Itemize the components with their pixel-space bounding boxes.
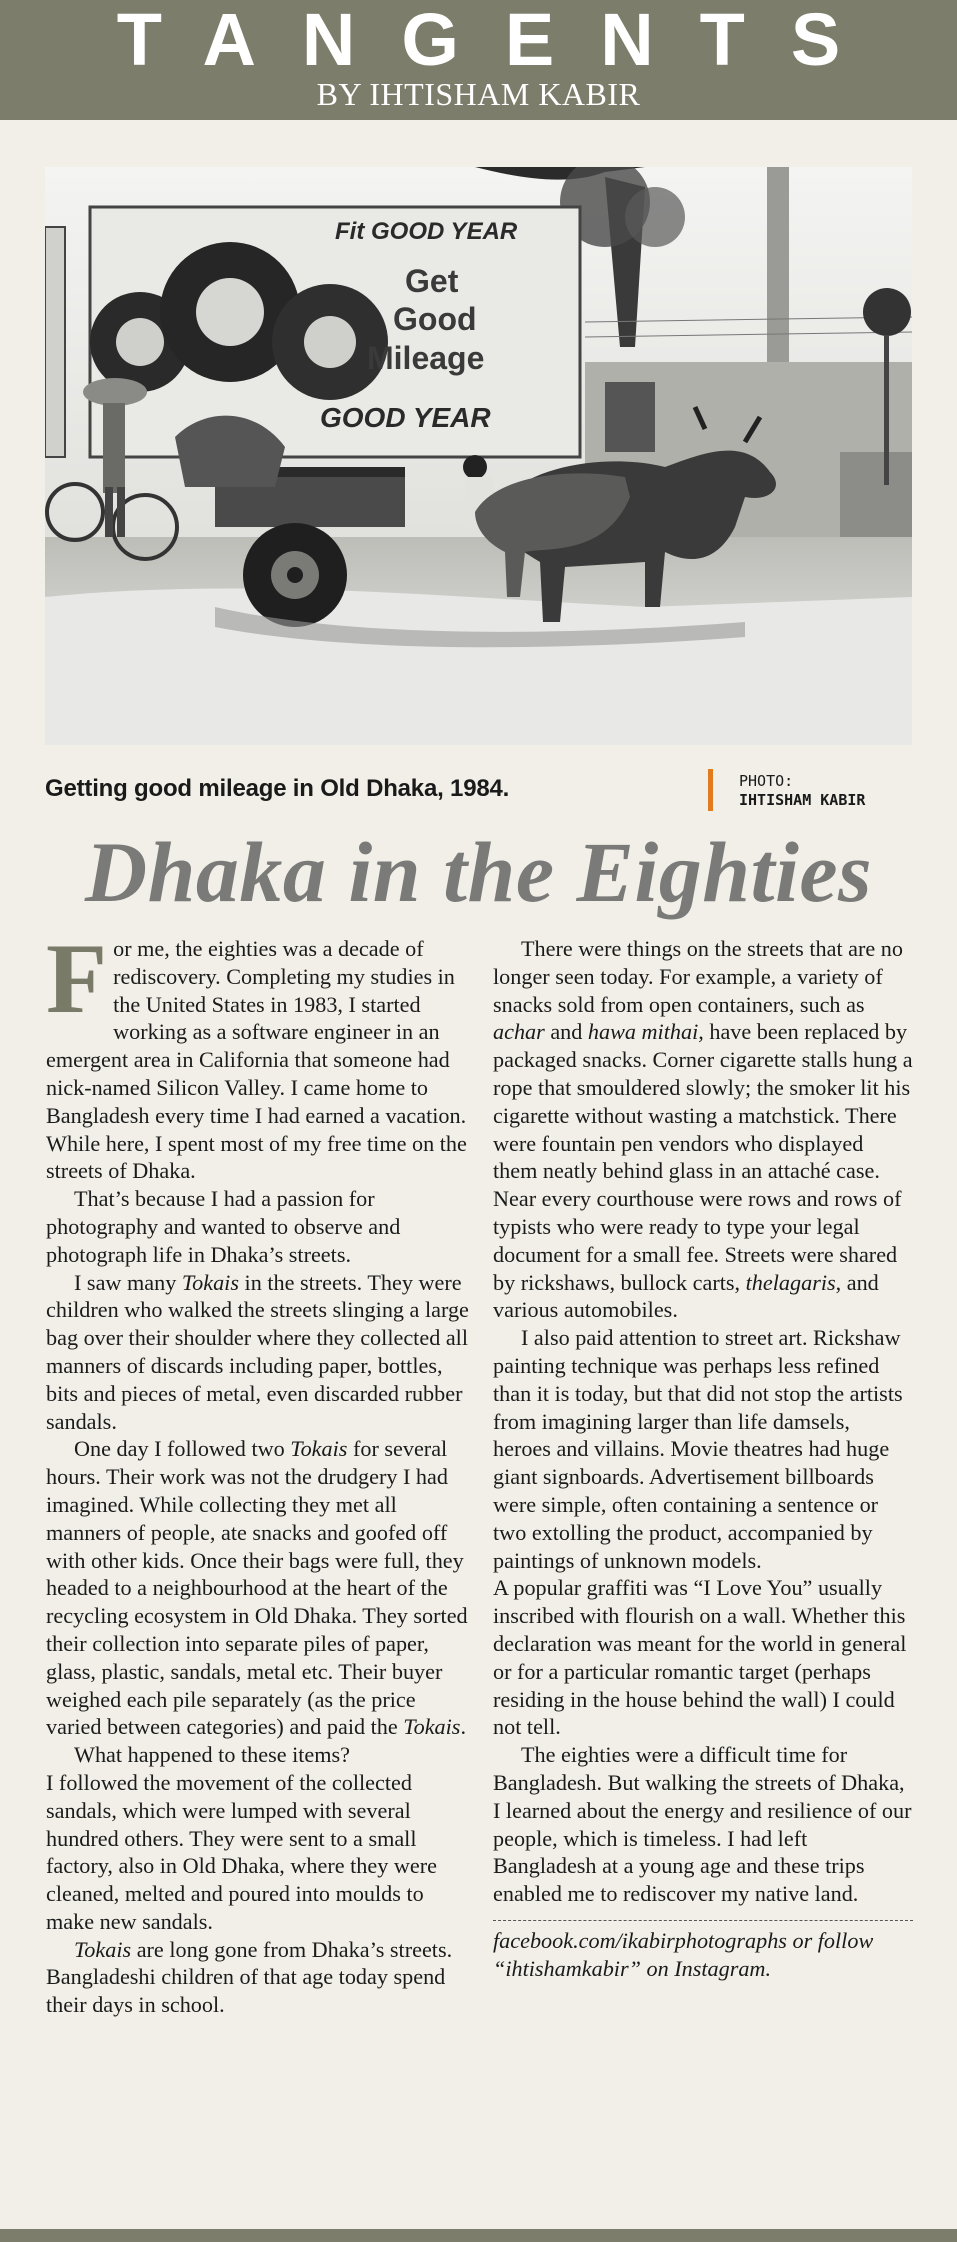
street-photo-illustration	[45, 167, 912, 745]
paragraph-8: I also paid attention to street art. Rickshaw painting technique was perhaps less refined than it is today, but that did not stop the artists from imagining larger than life damsels, heroes and villains. Movie theatres had huge giant signboards. Advertisement billboards were simple, often containing a sentence or two extolling the product, accompanied by paintings of unknown models.	[493, 1325, 903, 1573]
paragraph-4-term-a: Tokais	[290, 1436, 348, 1462]
credit-accent-bar	[708, 769, 713, 811]
paragraph-7	[493, 935, 913, 1324]
paragraph-7-term-b: hawa mithai,	[587, 1019, 704, 1045]
paragraph-1	[46, 923, 476, 1185]
bottom-bar	[0, 2229, 957, 2242]
paragraph-5: I followed the movement of the collected sandals, which were lumped with several hundred others. They were sent to a small factory, also in Old Dhaka, where they were cleaned, melted and poured into moulds to make new sandals.	[46, 1769, 437, 1934]
paragraph-7-text-b: and	[544, 1019, 588, 1045]
paragraph-5-question: What happened to these items?	[74, 1742, 351, 1768]
paragraph-3-term: Tokais	[181, 1269, 239, 1295]
photo-credit-name: IHTISHAM KABIR	[739, 791, 866, 809]
drop-cap: F	[46, 923, 108, 1034]
paragraph-4-term-b: Tokais	[403, 1714, 461, 1740]
paragraph-6-text: are long gone from Dhaka’s streets. Bangladeshi children of that age today spend their days in school.	[46, 1936, 453, 2018]
paragraph-4	[46, 1435, 476, 1741]
paragraph-6	[46, 1936, 476, 2019]
social-footer-note: facebook.com/ikabirphotographs or follow “ihtishamkabir” on Instagram.	[493, 1927, 874, 1981]
paragraph-3	[46, 1269, 476, 1436]
paragraph-9: The eighties were a difficult time for Bangladesh. But walking the streets of Dhaka, I learned about the energy and resilience of our people, which is timeless. I had left Bangladesh at a young age and these trips enabled me to rediscover my native land.	[493, 1742, 912, 1907]
paragraph-7-text-a: There were things on the streets that are no longer seen today. For example, a variety of snacks sold from open containers, such as	[493, 936, 903, 1017]
masthead	[0, 0, 957, 120]
paragraph-2: That’s because I had a passion for photography and wanted to observe and photograph life in Dhaka’s streets.	[46, 1186, 401, 1267]
footer-divider	[493, 1920, 913, 1983]
photo-credit-label: PHOTO:	[739, 772, 794, 790]
photo-credit	[739, 772, 865, 810]
paragraph-3-text-b: in the streets. They were children who walked the streets slinging a large bag over their shoulder where they collected all manners of discards including paper, bottles, bits and pieces of metal, even discarded rubber sandals.	[46, 1269, 469, 1434]
street-photo	[45, 167, 912, 745]
paragraph-4-text-b: for several hours. Their work was not the drudgery I had imagined. While collecting they met all manners of people, ate snacks and goofed off with other kids. Once their bags were full, they headed to a neighbourhood at the heart of the recycling ecosystem in Old Dhaka. They sorted their collection into separate piles of paper, glass, plastic, sandals, metal etc. Their buyer weighed each pile separately (as the price varied between categories) and paid the	[46, 1436, 468, 1740]
article-column-right	[493, 935, 913, 1982]
paragraph-7-text-d: , and various automobiles.	[493, 1269, 879, 1323]
paragraph-1-text: or me, the eighties was a decade of rediscovery. Completing my studies in the United States in 1983, I started working as a software engineer in an emergent area in California that someone had nick-named Silicon Valley. I came home to Bangladesh every time I had earned a vacation. While here, I spent most of my free time on the streets of Dhaka.	[46, 936, 467, 1184]
paragraph-7-term-a: achar	[493, 1019, 545, 1045]
column-title: TANGENTS	[116, 0, 887, 81]
paragraph-4-text-c: .	[460, 1714, 466, 1740]
paragraph-8-graffiti: A popular graffiti was “I Love You” usually inscribed with flourish on a wall. Whether this declaration was meant for the world in general or for a particular romantic target (perhaps residing in the house behind the wall) I could not tell.	[493, 1575, 907, 1740]
photo-caption: Getting good mileage in Old Dhaka, 1984.	[45, 775, 510, 802]
byline: BY IHTISHAM KABIR	[316, 76, 641, 112]
article-column-left	[46, 923, 476, 2019]
billboard-text-5: GOOD YEAR	[320, 402, 491, 433]
billboard-text-4: Mileage	[367, 340, 485, 376]
paragraph-3-text-a: I saw many	[74, 1269, 182, 1295]
billboard-text-3: Good	[393, 301, 477, 337]
paragraph-7-term-c: thelagaris	[745, 1269, 836, 1295]
billboard-text-1: Fit GOOD YEAR	[335, 218, 518, 245]
billboard-text-2: Get	[405, 263, 459, 299]
article-headline: Dhaka in the Eighties	[84, 824, 873, 920]
paragraph-4-text-a: One day I followed two	[74, 1436, 291, 1462]
paragraph-6-term: Tokais	[74, 1936, 132, 1962]
paragraph-7-text-c: have been replaced by packaged snacks. Corner cigarette stalls hung a rope that smouldered slowly; the smoker lit his cigarette without wasting a matchstick. There were fountain pen vendors who displayed them neatly behind glass in an attaché case. Near every courthouse were rows and rows of typists who were ready to type your legal document for a small fee. Streets were shared by rickshaws, bullock carts,	[493, 1019, 913, 1295]
